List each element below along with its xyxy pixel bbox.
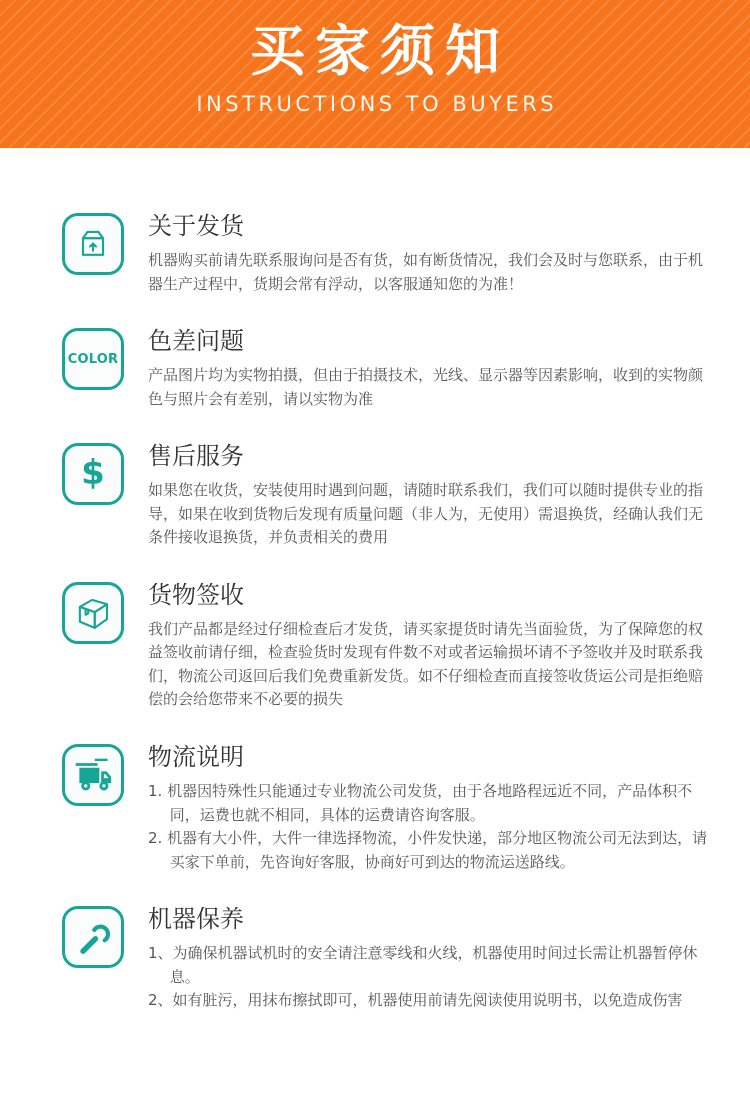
body-line: 2、如有脏污，用抹布擦拭即可，机器使用前请先阅读使用说明书，以免造成伤害 (148, 991, 683, 1010)
header-banner (0, 0, 750, 148)
page-subtitle: INSTRUCTIONS TO BUYERS (196, 91, 558, 116)
section-goods-receipt (62, 580, 710, 712)
body-line: 1. 机器因特殊性只能通过专业物流公司发货，由于各地路程远近不同，产品体积不同，运费也就不相同，具体的运费请咨询客服。 (148, 782, 693, 824)
box-3d-icon (62, 582, 124, 644)
section-title: 物流说明 (148, 743, 244, 772)
section-title: 售后服务 (148, 442, 244, 471)
section-maintenance (62, 904, 710, 1013)
truck-icon (62, 744, 124, 806)
section-body (148, 479, 710, 550)
body-line: 2. 机器有大小件，大件一律选择物流，小件发快递，部分地区物流公司无法到达，请买家下单前，先咨询好客服，协商好可到达的物流运送路线。 (148, 829, 708, 871)
package-arrow-icon (62, 213, 124, 275)
section-title: 货物签收 (148, 580, 244, 609)
section-title: 色差问题 (148, 327, 244, 356)
section-shipping (62, 211, 710, 296)
page-title: 买家须知 (249, 19, 510, 83)
dollar-icon (62, 443, 124, 505)
color-label-icon (62, 328, 124, 390)
body-line: 我们产品都是经过仔细检查后才发货，请买家提货时请先当面验货，为了保障您的权益签收前请仔细，检查验货时发现有件数不对或者运输损坏请不予签收并及时联系我们，物流公司返回后我们免费重新发货。如不仔细检查而直接签收货运公司是拒绝赔偿的会给您带来不必要的损失 (148, 619, 704, 709)
section-body (148, 942, 710, 1013)
icon-label: COLOR (67, 351, 119, 367)
body-line: 机器购买前请先联系服询问是否有货，如有断货情况，我们会及时与您联系，由于机器生产过程中，货期会常有浮动，以客服通知您的为准！ (148, 251, 704, 293)
body-line: 产品图片均为实物拍摄，但由于拍摄技术，光线、显示器等因素影响，收到的实物颜色与照片会有差别，请以实物为准 (148, 366, 704, 408)
body-line: 如果您在收货，安装使用时遇到问题，请随时联系我们，我们可以随时提供专业的指导，如果在收到货物后发现有质量问题（非人为，无使用）需退换货，经确认我们无条件接收退换货，并负责相关的费用 (148, 481, 704, 547)
section-title: 关于发货 (148, 212, 244, 240)
wrench-icon (62, 906, 124, 968)
section-body (148, 780, 710, 874)
body-line: 1、为确保机器试机时的安全请注意零线和火线，机器使用时间过长需让机器暂停休息。 (148, 944, 698, 986)
section-body (148, 249, 710, 296)
icon-label: $ (81, 453, 105, 494)
section-after-sales (62, 441, 710, 550)
section-body (148, 618, 710, 712)
section-title: 机器保养 (148, 905, 244, 934)
sections-container (0, 148, 750, 1098)
section-color-difference (62, 326, 710, 411)
section-logistics (62, 742, 710, 874)
section-body (148, 364, 710, 411)
